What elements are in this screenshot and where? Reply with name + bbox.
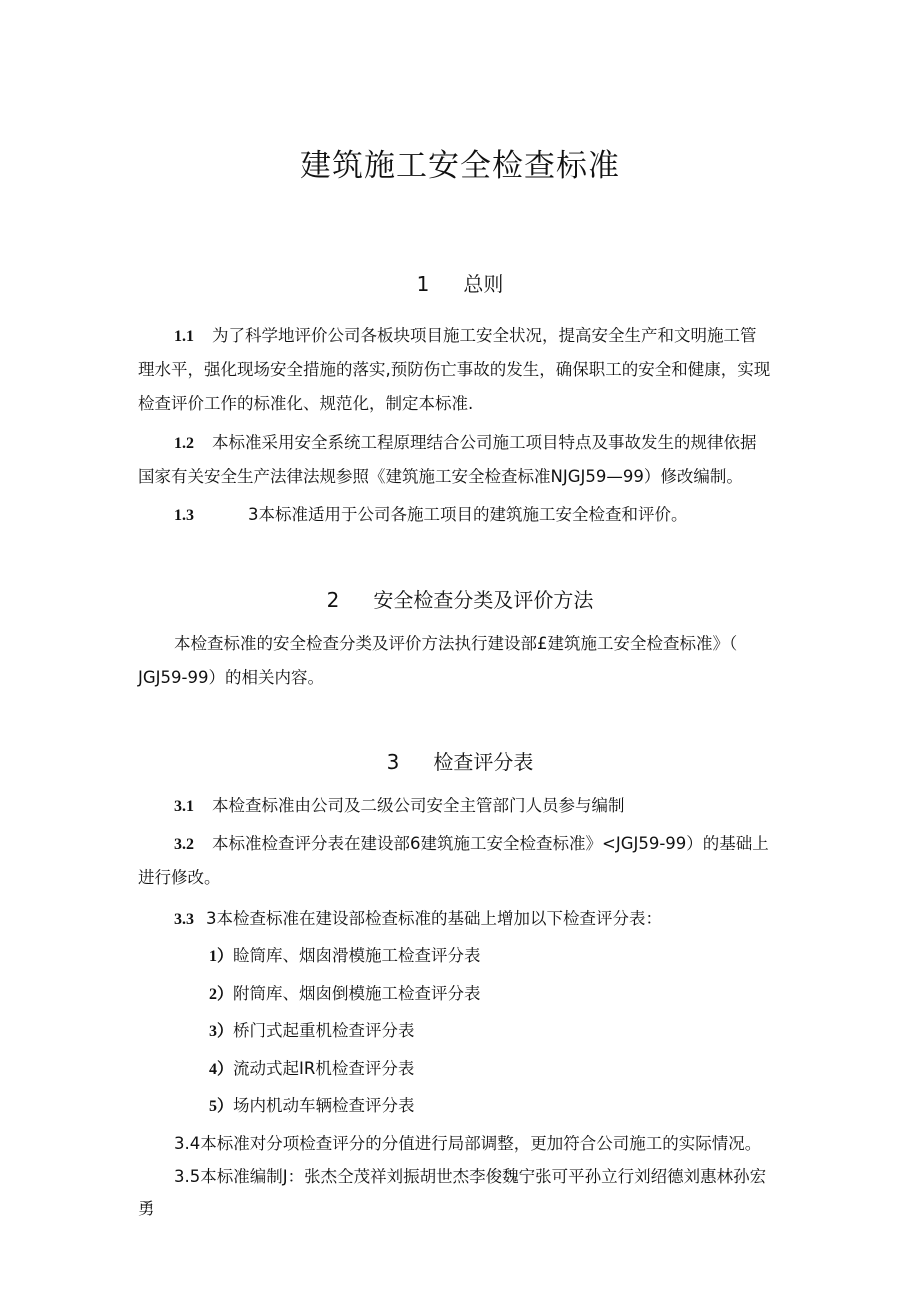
clause-number: 1.3 [174, 507, 194, 524]
paragraph-1-3 [174, 501, 688, 525]
section-title: 检查评分表 [433, 750, 534, 774]
paragraph-1-2-line-2: 国家有关安全生产法律法规参照《建筑施工安全检查标准NJGJ59—99）修改编制。 [138, 467, 743, 486]
clause-number: 3.1 [174, 798, 194, 815]
document-title: 建筑施工安全检查标准 [300, 148, 620, 184]
paragraph-3-1 [174, 792, 625, 816]
section-number: 2 [326, 588, 340, 612]
paragraph-3-2-line-2: 进行修改。 [138, 868, 221, 887]
section-1-heading [0, 268, 920, 297]
clause-number: 3.3 [174, 911, 194, 928]
clause-number: 1.1 [174, 328, 194, 345]
list-item-number: 4） [209, 1061, 234, 1078]
section-number: 3 [386, 750, 400, 774]
paragraph-1-1-line-3: 检查评价工作的标准化、规范化，制定本标准. [138, 394, 474, 413]
clause-number: 3.2 [174, 836, 194, 853]
paragraph-3-2-line-1 [174, 830, 769, 854]
list-item-text: 桥门式起重机检查评分表 [233, 1021, 415, 1040]
paragraph-3-5-line-2: 勇 [138, 1199, 155, 1218]
paragraph-1-1-line-1 [174, 322, 757, 346]
list-item [209, 1055, 414, 1079]
paragraph-3-4: 3.4本标准对分项检查评分的分值进行局部调整，更加符合公司施工的实际情况。 [174, 1134, 762, 1153]
list-item-text: 流动式起IR机检查评分表 [233, 1059, 415, 1078]
section-2-line-1: 本检查标准的安全检查分类及评价方法执行建设部£建筑施工安全检查标准》（ [174, 634, 738, 653]
paragraph-text: 3本检查标准在建设部检查标准的基础上增加以下检查评分表： [206, 909, 662, 928]
list-item-number: 2） [209, 986, 234, 1003]
paragraph-3-3 [174, 905, 662, 929]
section-title: 安全检查分类及评价方法 [373, 588, 594, 612]
section-2-line-2: JGJ59-99）的相关内容。 [138, 668, 324, 687]
paragraph-text: 本标准检查评分表在建设部6建筑施工安全检查标准》<JGJ59-99）的基础上 [212, 834, 769, 853]
list-item [209, 980, 481, 1004]
section-3-heading [0, 746, 920, 775]
clause-number: 1.2 [174, 435, 194, 452]
list-item-text: 场内机动车辆检查评分表 [233, 1096, 415, 1115]
list-item-text: 附筒库、烟囱倒模施工检查评分表 [233, 984, 481, 1003]
paragraph-text: 3本标准适用于公司各施工项目的建筑施工安全检查和评价。 [248, 505, 688, 524]
section-2-heading [0, 584, 920, 613]
list-item [209, 1092, 415, 1116]
paragraph-1-2-line-1 [174, 429, 757, 453]
list-item [209, 942, 481, 966]
list-item-text: 睑筒库、烟囱滑模施工检查评分表 [233, 946, 481, 965]
paragraph-text: 本检查标准由公司及二级公司安全主管部门人员参与编制 [212, 796, 625, 815]
list-item-number: 1） [209, 948, 234, 965]
paragraph-3-5-line-1: 3.5本标准编制J：张杰仝茂祥刘振胡世杰李俊魏宁张可平孙立行刘绍德刘惠林孙宏 [174, 1167, 767, 1186]
list-item [209, 1017, 415, 1041]
paragraph-1-1-line-2: 理水平，强化现场安全措施的落实,预防伤亡事故的发生，确保职工的安全和健康，实现 [138, 360, 771, 379]
list-item-number: 3） [209, 1023, 234, 1040]
paragraph-text: 为了科学地评价公司各板块项目施工安全状况，提高安全生产和文明施工管 [212, 326, 757, 345]
paragraph-text: 本标准采用安全系统工程原理结合公司施工项目特点及事故发生的规律依据 [212, 433, 757, 452]
section-title: 总则 [463, 272, 504, 296]
list-item-number: 5） [209, 1098, 234, 1115]
section-number: 1 [416, 272, 430, 296]
